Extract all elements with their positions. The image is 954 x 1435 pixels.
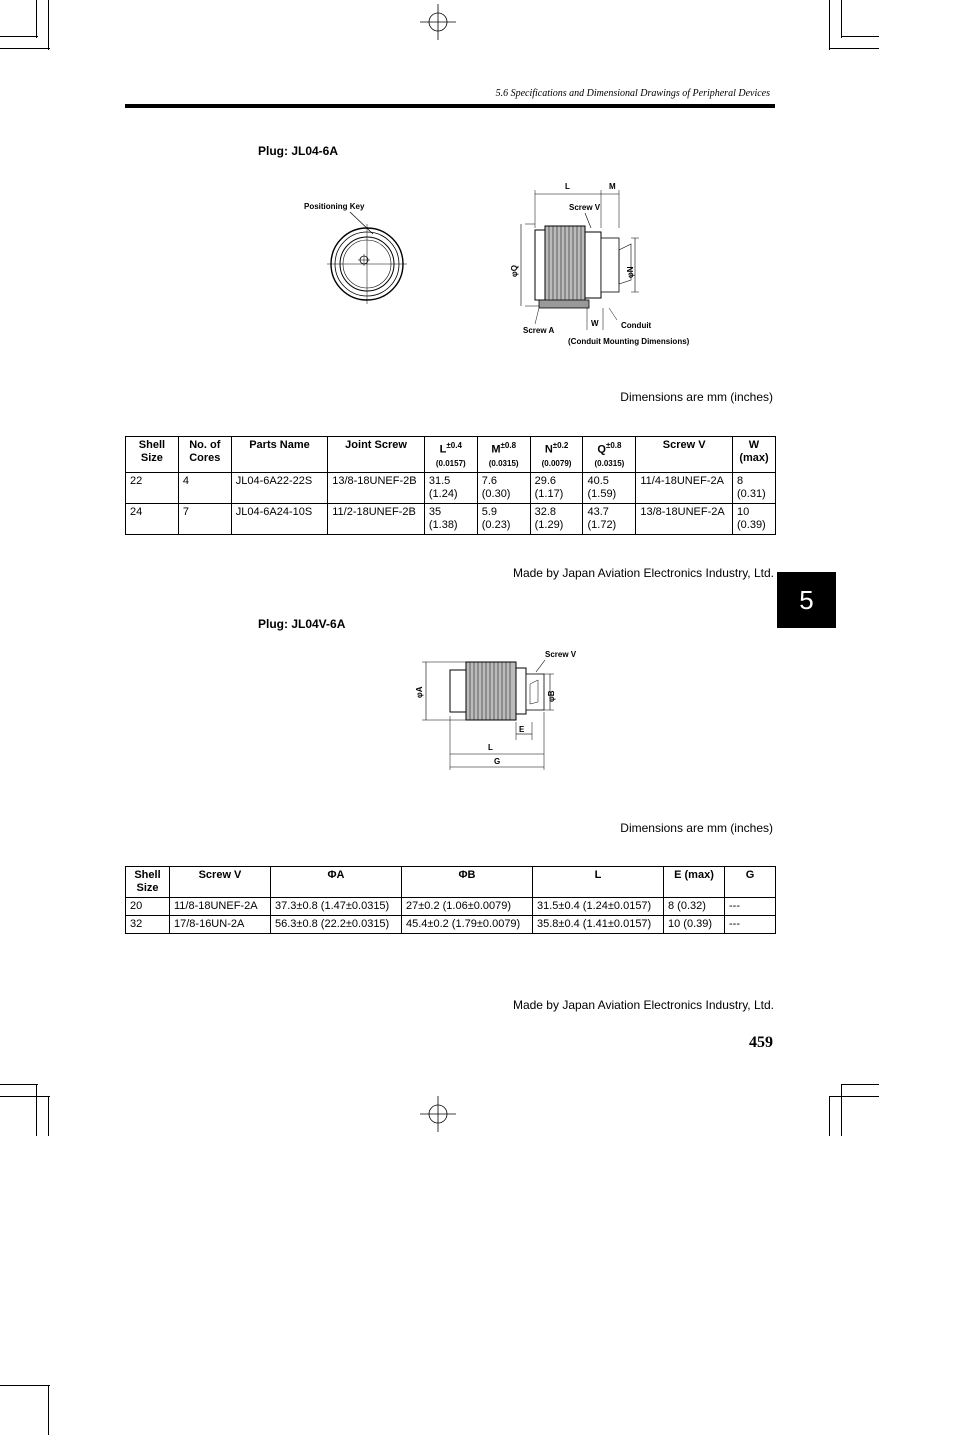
cell-phi-a: 56.3±0.8 (22.2±0.0315) [271,916,402,934]
plug2-maker-note: Made by Japan Aviation Electronics Industry, Ltd. [512,998,774,1012]
plug2-title: Plug: JL04V-6A [258,617,346,631]
plug2-screw-v-label: Screw V [545,650,577,659]
cell-G: --- [725,898,776,916]
cell-L: 31.5 (1.24) [424,472,477,503]
conduit-label: Conduit [621,321,652,330]
cell-shell: 20 [126,898,170,916]
col-phi-a: ΦA [271,867,402,898]
cell-joint: 13/8-18UNEF-2B [328,472,425,503]
screw-v-label: Screw V [569,203,601,212]
plug2-dim-note: Dimensions are mm (inches) [620,821,773,835]
cell-parts: JL04-6A24-10S [231,503,328,534]
col-N: $N^{\pm 0.2}$ (0.0079) [530,437,583,473]
header-rule [125,104,775,108]
chapter-tab: 5 [777,572,836,628]
plug2-spec-table [125,866,776,934]
plug2-side-view [412,646,592,776]
plug1-front-view [300,196,430,326]
section-header: 5.6 Specifications and Dimensional Drawings of Peripheral Devices [495,88,770,99]
col-phi-b: ΦB [402,867,533,898]
dim-phi-a-label: φA [415,686,424,698]
cell-screw-v: 11/8-18UNEF-2A [170,898,271,916]
cell-screw-v: 17/8-16UN-2A [170,916,271,934]
table-header-row [126,437,776,473]
col-W: W (max) [732,437,775,473]
cell-shell: 22 [126,472,179,503]
screw-a-label: Screw A [523,326,555,335]
cell-Q: 40.5 (1.59) [583,472,636,503]
cell-M: 5.9 (0.23) [477,503,530,534]
col-joint-screw: Joint Screw [328,437,425,473]
cell-N: 29.6 (1.17) [530,472,583,503]
cell-phi-a: 37.3±0.8 (1.47±0.0315) [271,898,402,916]
col-G: G [725,867,776,898]
dim-G-label: G [494,757,501,766]
cell-E: 8 (0.32) [664,898,725,916]
positioning-key-label: Positioning Key [304,202,365,211]
cell-L: 31.5±0.4 (1.24±0.0157) [533,898,664,916]
table-header-row [126,867,776,898]
cell-L: 35 (1.38) [424,503,477,534]
page-number: 459 [749,1034,773,1051]
dim-w-label: W [591,319,599,328]
cell-E: 10 (0.39) [664,916,725,934]
cell-G: --- [725,916,776,934]
plug1-spec-table [125,436,776,535]
col-L: L [533,867,664,898]
plug1-title: Plug: JL04-6A [258,144,339,158]
plug1-maker-note: Made by Japan Aviation Electronics Industry, Ltd. [512,566,774,580]
cell-cores: 7 [178,503,231,534]
cell-joint: 11/2-18UNEF-2B [328,503,425,534]
col-shell-size: Shell Size [126,867,170,898]
cell-shell: 32 [126,916,170,934]
cell-screw-v: 11/4-18UNEF-2A [636,472,733,503]
table-row [126,898,776,916]
col-E: E (max) [664,867,725,898]
dim-L2-label: L [488,743,493,752]
conduit-mounting-label: (Conduit Mounting Dimensions) [568,337,690,346]
col-screw-v: Screw V [170,867,271,898]
cell-M: 7.6 (0.30) [477,472,530,503]
plug1-side-view [505,180,695,350]
dim-phi-q-label: φQ [510,265,519,277]
cell-W: 10 (0.39) [732,503,775,534]
dim-L-label: L [565,182,570,191]
table-row [126,472,776,503]
dim-M-label: M [609,182,616,191]
cell-parts: JL04-6A22-22S [231,472,328,503]
dim-phi-b-label: φB [547,690,556,702]
col-parts-name: Parts Name [231,437,328,473]
dim-phi-n-label: φN [626,266,635,278]
col-screw-v: Screw V [636,437,733,473]
cell-shell: 24 [126,503,179,534]
col-no-of-cores: No. of Cores [178,437,231,473]
cell-W: 8 (0.31) [732,472,775,503]
table-row [126,503,776,534]
col-M: $M^{\pm 0.8}$ (0.0315) [477,437,530,473]
cell-phi-b: 27±0.2 (1.06±0.0079) [402,898,533,916]
cell-screw-v: 13/8-18UNEF-2A [636,503,733,534]
plug1-dim-note: Dimensions are mm (inches) [620,390,773,404]
cell-Q: 43.7 (1.72) [583,503,636,534]
cell-N: 32.8 (1.29) [530,503,583,534]
cell-phi-b: 45.4±0.2 (1.79±0.0079) [402,916,533,934]
cell-cores: 4 [178,472,231,503]
dim-E-label: E [519,725,525,734]
col-shell-size: Shell Size [126,437,179,473]
table-row [126,916,776,934]
cell-L: 35.8±0.4 (1.41±0.0157) [533,916,664,934]
registration-mark-bottom [418,1096,458,1132]
col-L: $L^{\pm 0.4}$ (0.0157) [424,437,477,473]
col-Q: $Q^{\pm 0.8}$ (0.0315) [583,437,636,473]
registration-mark-top [418,4,458,40]
